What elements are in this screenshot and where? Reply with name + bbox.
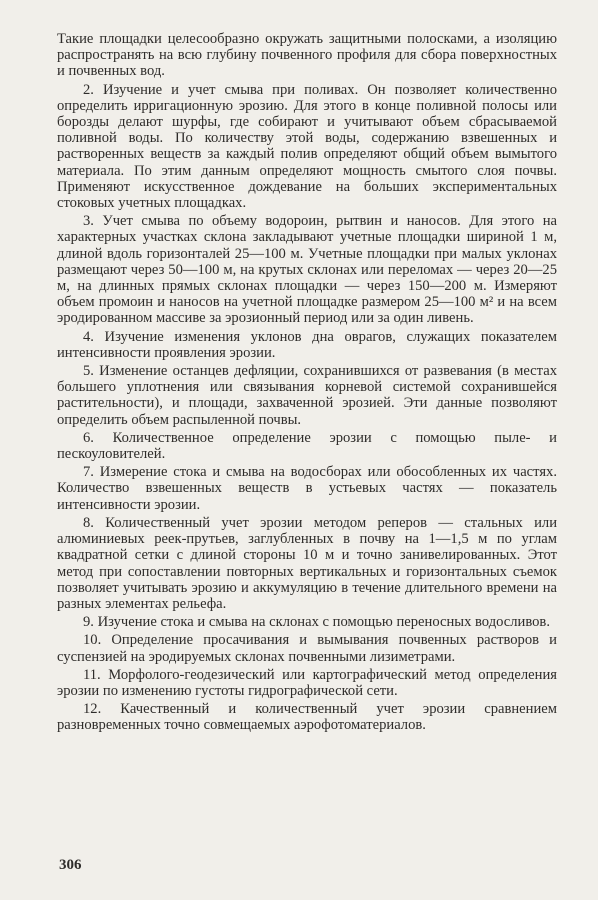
paragraph-item-8: 8. Количественный учет эрозии методом реперов — стальных или алюминиевых реек-прутьев, заглубленных в почву на 1—1,5 м по углам квадратной сетки с длиной стороны 10 м и точно занивелированных. Этот метод при сопоставлении повторных вертикальных и горизонтальных съемок позволяет учитывать эрозию и аккумуляцию в течение длительного времени на разных элементах рельефа. xyxy=(57,514,557,612)
paragraph-item-11: 11. Морфолого-геодезический или картографический метод определения эрозии по изменению густоты гидрографической сети. xyxy=(57,666,557,699)
paragraph-item-4: 4. Изучение изменения уклонов дна оврагов, служащих показателем интенсивности проявления эрозии. xyxy=(57,328,557,361)
page-text xyxy=(57,31,557,736)
paragraph-item-3: 3. Учет смыва по объему водороин, рытвин и наносов. Для этого на характерных участках склона закладывают учетные площадки шириной 1 м, длиной вдоль горизонталей 25—100 м. Учетные площадки при малых уклонах размещают через 50—100 м, на крутых склонах или переломах — через 20—25 м, на длинных прямых склонах площадки — через 150—200 м. Измеряют объем промоин и наносов на учетной площадке размером 25—100 м² и на всем эродированном массиве за эрозионный период или за один ливень. xyxy=(57,213,557,327)
paragraph-item-6: 6. Количественное определение эрозии с помощью пыле- и пескоуловителей. xyxy=(57,429,557,463)
paragraph-item-9: 9. Изучение стока и смыва на склонах с помощью переносных водосливов. xyxy=(83,614,550,631)
page-number: 306 xyxy=(59,857,82,873)
paragraph-item-12: 12. Качественный и количественный учет эрозии сравнением разновременных точно совмещаемых аэрофотоматериалов. xyxy=(57,701,557,734)
paragraph-item-7: 7. Измерение стока и смыва на водосборах или обособленных их частях. Количество взвешенных веществ в устьевых частях — показатель интенсивности эрозии. xyxy=(57,464,557,513)
paragraph-item-2: 2. Изучение и учет смыва при поливах. Он позволяет количественно определить ирригационную эрозию. Для этого в конце поливной полосы или борозды делают шурфы, где собирают и учитывают объем сбрасываемой поливной воды. По количеству этой воды, содержанию взвешенных и растворенных веществ за каждый полив определяют общий объем вымытого материала. По этим данным определяют мощность смытого слоя почвы. Применяют искусственное дождевание на больших экспериментальных стоковых учетных площадках. xyxy=(57,81,557,212)
paragraph-item-10: 10. Определение просачивания и вымывания почвенных растворов и суспензией на эродируемых склонах почвенными лизиметрами. xyxy=(57,632,557,665)
paragraph-item-5: 5. Изменение останцев дефляции, сохранившихся от развевания (в местах большего уплотнения или связывания корневой системой сохранившейся растительности), и площади, захваченной эрозией. Эти данные позволяют определить объем распыленной почвы. xyxy=(57,363,557,428)
paragraph-continuation: Такие площадки целесообразно окружать защитными полосками, а изоляцию распространять на всю глубину почвенного профиля для сбора поверхностных и почвенных вод. xyxy=(57,31,557,80)
